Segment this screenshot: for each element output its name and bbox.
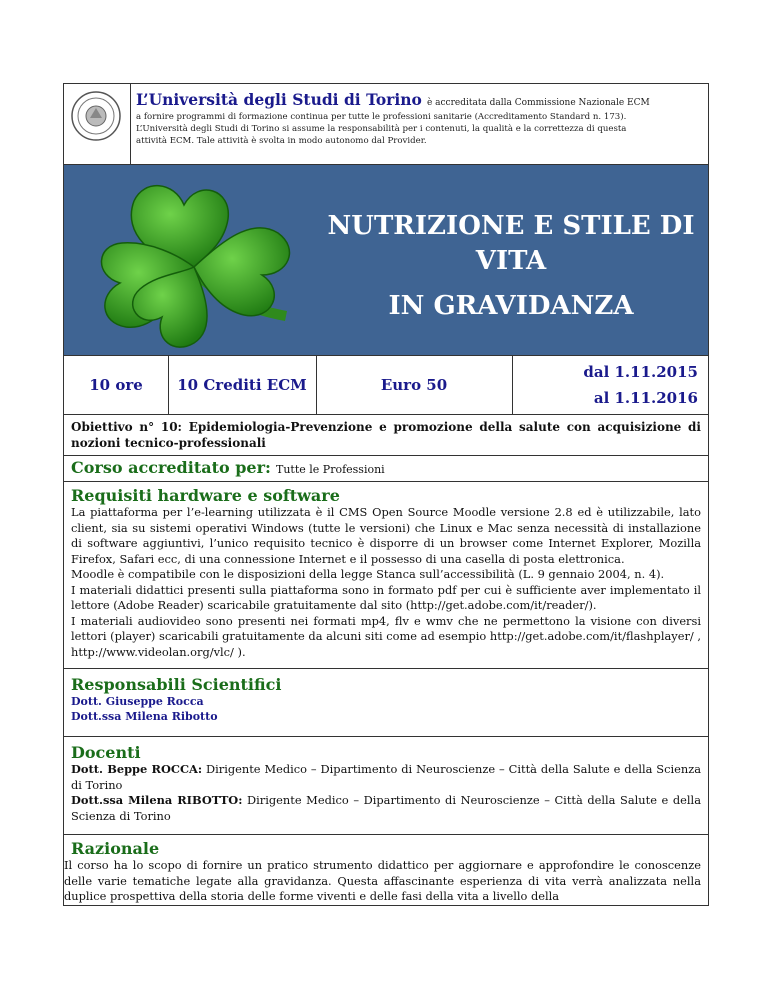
docente-role: Dirigente Medico – Dipartimento di Neuroscienze – Città della Salute e della Scienza di Torino <box>71 793 701 823</box>
responsabile-name: Dott. Giuseppe Rocca <box>71 695 204 708</box>
docente-name: Dott.ssa Milena RIBOTTO: <box>71 793 243 807</box>
university-name: L’Università degli Studi di Torino <box>136 90 422 109</box>
accredited-tail: è accreditata dalla Commissione Nazionale ECM <box>426 98 650 108</box>
title-line: IN GRAVIDANZA <box>388 291 634 321</box>
razionale-heading: Razionale <box>71 839 160 858</box>
docente-entry <box>71 793 701 824</box>
requirements-paragraph: Moodle è compatibile con le disposizioni della legge Stanca sull’accessibilità (L. 9 gennaio 2004, n. 4). <box>71 567 665 581</box>
docente-entry <box>71 762 701 793</box>
requirements-paragraph: I materiali didattici presenti sulla piattaforma sono in formato pdf per cui è sufficiente aver implementato il lettore (Adobe Reader) scaricabile gratuitamente dal sito (http://get.adobe.com/it/reader/). <box>71 582 701 612</box>
title-banner <box>64 165 708 356</box>
hours-cell: 10 ore <box>64 356 169 414</box>
brochure-frame <box>63 83 709 906</box>
docenti-heading: Docenti <box>71 743 141 762</box>
responsabili-section <box>64 669 708 737</box>
objective: Obiettivo n° 10: Epidemiologia-Prevenzione e promozione della salute con acquisizione di nozioni tecnico-professionali <box>64 415 708 456</box>
credits-cell: 10 Crediti ECM <box>168 356 317 414</box>
accredited-value: Tutte le Professioni <box>276 463 385 476</box>
dates-cell <box>512 356 708 414</box>
title-line: NUTRIZIONE E STILE DI <box>327 211 695 241</box>
responsabile-name: Dott.ssa Milena Ribotto <box>71 710 218 723</box>
university-seal-icon <box>70 90 122 142</box>
docente-role: Dirigente Medico – Dipartimento di Neuroscienze – Città della Salute e della Scienza di Torino <box>71 762 701 792</box>
date-to: al 1.11.2016 <box>593 389 698 407</box>
title-line: VITA <box>475 246 547 276</box>
header-line: a fornire programmi di formazione continua per tutte le professioni sanitarie (Accreditamento Standard n. 173). <box>136 112 627 122</box>
responsabili-heading: Responsabili Scientifici <box>71 675 282 694</box>
accreditation-header <box>64 84 708 165</box>
docenti-section <box>64 737 708 835</box>
requirements-paragraph: La piattaforma per l’e-learning utilizzata è il CMS Open Source Moodle versione 2.8 ed è utilizzabile, lato client, sia su sistemi operativi Windows (tutte le versioni) che Linux e Mac senza necessità di installazione di software aggiuntivi, l’unico requisito tecnico è disporre di un browser come Internet Explorer, Mozilla Firefox, Safari ecc, di una connessione Internet e il possesso di una casella di posta elettronica. <box>71 505 701 566</box>
accredited-label: Corso accreditato per: <box>71 458 271 477</box>
requirements-heading: Requisiti hardware e software <box>71 486 340 505</box>
docente-name: Dott. Beppe ROCCA: <box>71 762 203 776</box>
price-cell: Euro 50 <box>316 356 513 414</box>
course-info-row <box>64 356 708 415</box>
header-line: attività ECM. Tale attività è svolta in modo autonomo dal Provider. <box>136 136 427 146</box>
requirements-paragraph: I materiali audiovideo sono presenti nei formati mp4, flv e wmv che ne permettono la visione con diversi lettori (player) scaricabili gratuitamente da alcuni siti come ad esempio http://get.adobe.com/it/flashplayer/ , http://www.videolan.org/vlc/ ). <box>71 613 701 659</box>
date-from: dal 1.11.2015 <box>583 363 698 381</box>
logo-cell <box>64 84 131 164</box>
four-leaf-clover-icon <box>82 171 312 351</box>
razionale-section <box>64 835 708 905</box>
accredited-for <box>64 456 708 482</box>
requirements-section <box>64 482 708 669</box>
razionale-text: Il corso ha lo scopo di fornire un pratico strumento didattico per aggiornare e approfondire le conoscenze delle varie tematiche legate alla gravidanza. Questa affascinante esperienza di vita verrà analizzata nella duplice prospettiva della storia delle forme viventi e delle fasi della vita a livello della <box>64 858 701 903</box>
course-title <box>326 209 696 324</box>
header-line: L’Università degli Studi di Torino si assume la responsabilità per i contenuti, la qualità e la correttezza di questa <box>136 124 627 134</box>
